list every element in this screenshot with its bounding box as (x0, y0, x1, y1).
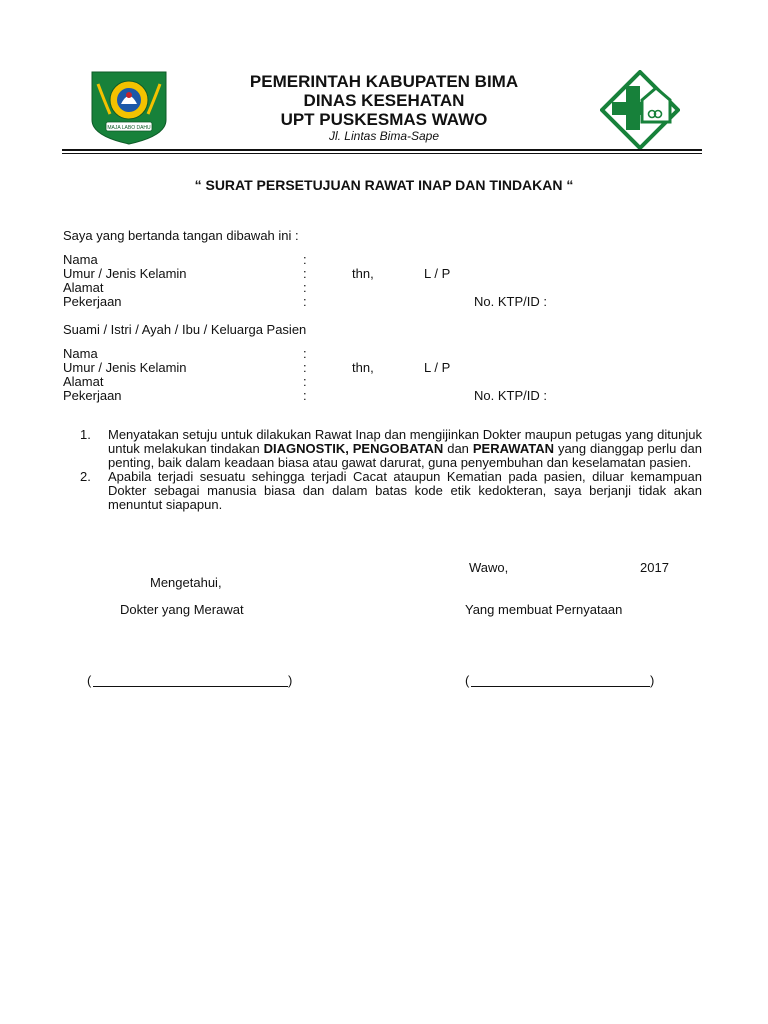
patient-occupation-colon: : (303, 294, 307, 309)
patient-name-label: Nama (63, 252, 98, 267)
header-rule-thick (62, 149, 702, 151)
signature-declarant-label: Yang membuat Pernyataan (465, 602, 623, 617)
signature-doctor-label: Dokter yang Merawat (120, 602, 244, 617)
intro-text: Saya yang bertanda tangan dibawah ini : (63, 228, 299, 243)
family-age-colon: : (303, 360, 307, 375)
patient-age-gender-label: Umur / Jenis Kelamin (63, 266, 187, 281)
statement-item-1-bold-diagnostik: DIAGNOSTIK, PENGOBATAN (263, 441, 444, 456)
statement-item-1-bold-perawatan: PERAWATAN (472, 441, 554, 456)
doctor-signature-close-paren: ) (288, 673, 293, 688)
patient-age-colon: : (303, 266, 307, 281)
family-heading: Suami / Istri / Ayah / Ibu / Keluarga Pasien (63, 322, 307, 337)
statement-item-1-number: 1. (80, 427, 91, 442)
family-occupation-colon: : (303, 388, 307, 403)
declarant-signature-close-paren: ) (650, 673, 655, 688)
patient-address-label: Alamat (63, 280, 104, 295)
header-government: PEMERINTAH KABUPATEN BIMA (249, 72, 519, 91)
patient-ktp-label: No. KTP/ID : (474, 294, 547, 309)
signature-year: 2017 (640, 560, 669, 575)
family-name-label: Nama (63, 346, 98, 361)
statement-item-2-number: 2. (80, 469, 91, 484)
family-occupation-label: Pekerjaan (63, 388, 122, 403)
statement-item-2 (80, 470, 702, 512)
patient-address-colon: : (303, 280, 307, 295)
family-gender-options: L / P (424, 360, 451, 375)
crest-banner-text: MAJA LABO DAHU (107, 125, 151, 131)
family-address-label: Alamat (63, 374, 104, 389)
family-age-gender-label: Umur / Jenis Kelamin (63, 360, 187, 375)
family-address-colon: : (303, 374, 307, 389)
header-address: Jl. Lintas Bima-Sape (328, 129, 440, 143)
patient-gender-options: L / P (424, 266, 451, 281)
document-title: “ SURAT PERSETUJUAN RAWAT INAP DAN TINDAKAN “ (194, 177, 574, 193)
doctor-signature-open-paren: ( (87, 673, 92, 688)
statement-item-1-part-b: dan (447, 441, 469, 456)
statement-item-2-text: Apabila terjadi sesuatu sehingga terjadi Cacat ataupun Kematian pada pasien, diluar kemampuan Dokter sebagai manusia biasa dan dalam batas kode etik kedokteran, saya berjanji tidak akan menuntut siapapun. (108, 469, 702, 512)
statement-item-1-part-c: yang dianggap perlu dan penting, baik dalam keadaan biasa atau gawat darurat, guna penyembuhan dan keselamatan pasien. (108, 441, 702, 470)
statement-item-1 (80, 428, 702, 470)
patient-name-colon: : (303, 252, 307, 267)
signature-acknowledged: Mengetahui, (150, 575, 222, 590)
statement-list (80, 428, 702, 512)
patient-occupation-label: Pekerjaan (63, 294, 122, 309)
family-age-unit: thn, (352, 360, 374, 375)
declarant-signature-open-paren: ( (465, 673, 470, 688)
header-rule-thin (62, 153, 702, 154)
declarant-signature-line (471, 686, 650, 687)
family-name-colon: : (303, 346, 307, 361)
header-puskesmas: UPT PUSKESMAS WAWO (280, 110, 488, 129)
signature-place: Wawo, (469, 560, 509, 575)
family-ktp-label: No. KTP/ID : (474, 388, 547, 403)
doctor-signature-line (93, 686, 288, 687)
patient-age-unit: thn, (352, 266, 374, 281)
header-health-office: DINAS KESEHATAN (303, 91, 465, 110)
statement-item-1-text (108, 428, 702, 470)
statement-item-1-part-a: Menyatakan setuju untuk dilakukan Rawat Inap dan mengijinkan Dokter maupun petugas yang ditunjuk untuk melakukan tindakan (108, 427, 702, 456)
